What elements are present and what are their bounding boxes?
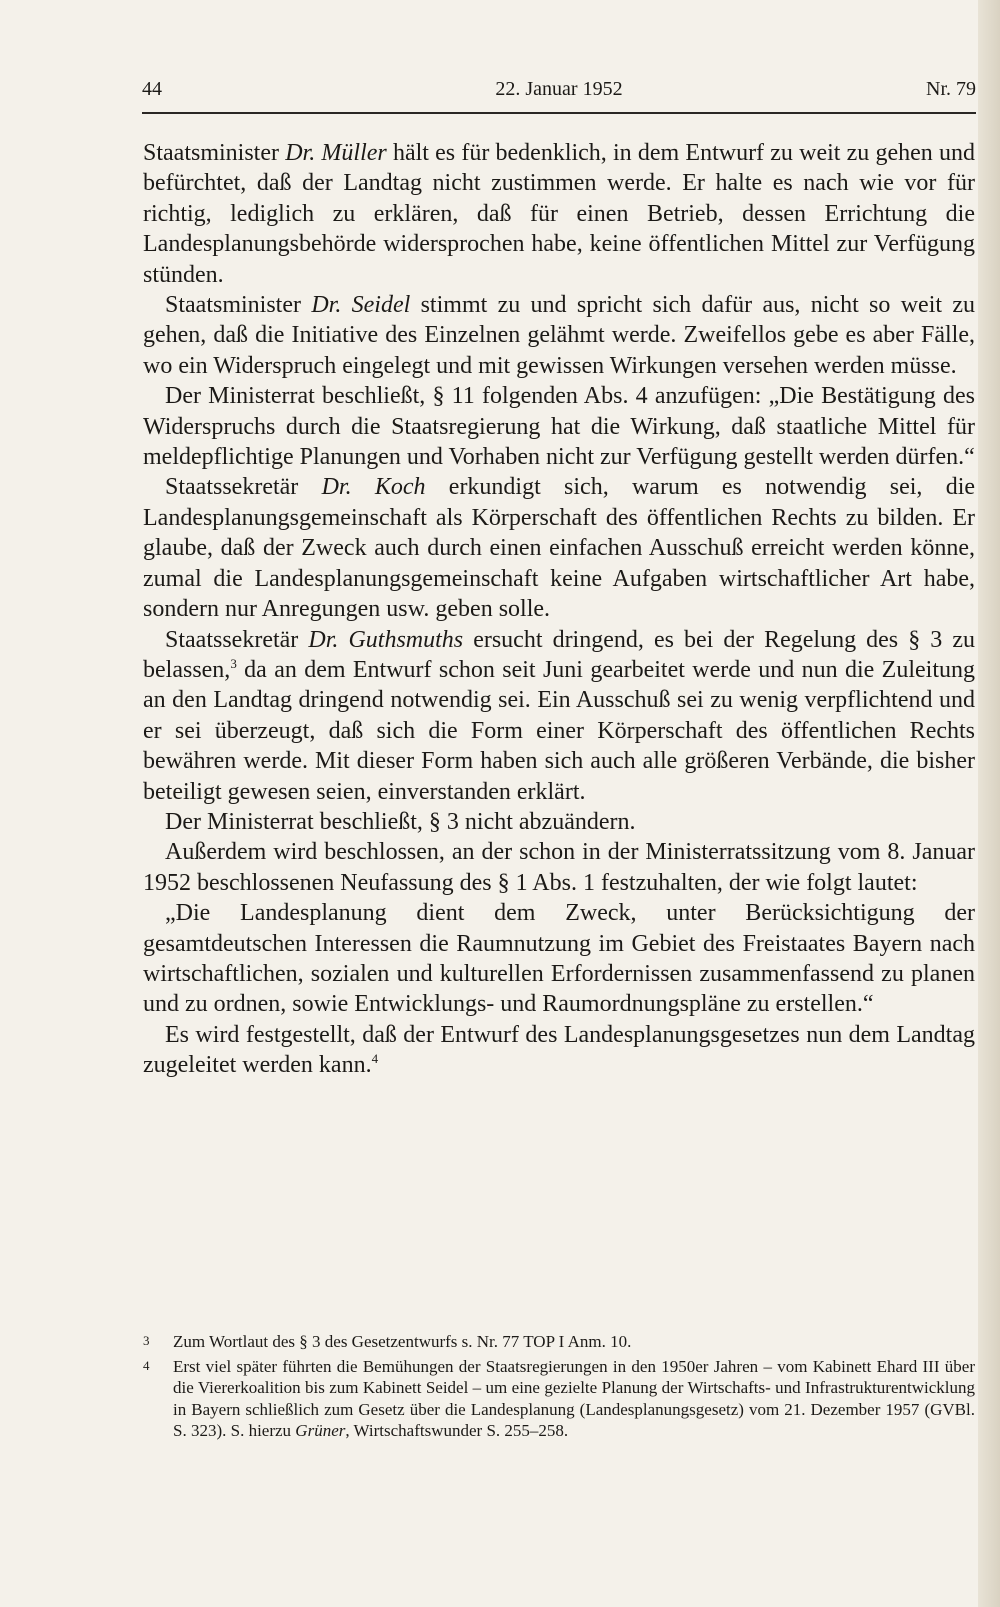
paragraph <box>143 898 975 1020</box>
paragraph <box>143 625 975 807</box>
text-run: Zum Wortlaut des § 3 des Gesetzentwurfs s. Nr. 77 TOP I Anm. 10. <box>173 1332 632 1351</box>
person-name: Dr. Seidel <box>311 292 411 319</box>
footnote-number: 4 <box>143 1357 150 1373</box>
text-run: , Wirtschaftswunder S. 255–258. <box>345 1421 569 1441</box>
text-run: stimmt zu und spricht sich dafür aus, nicht so weit zu gehen, daß die Initiative des Einzelnen gelähmt werde. Zweifellos gebe es aber Fälle, wo ein Widerspruch eingelegt und mit gewissen Wirkungen versehen werden müsse. <box>143 292 976 379</box>
footnote <box>143 1331 975 1353</box>
text-run: „Die Landesplanung dient dem Zweck, unter Berücksichtigung der gesamtdeutschen Interessen die Raumnutzung im Gebiet des Freistaates Bayern nach wirtschaftlichen, sozialen und kulturellen Erfordernissen zusammenfassend zu planen und zu ordnen, sowie Entwicklungs- und Raumordnungspläne zu erstellen.“ <box>143 900 975 1018</box>
footnote-reference: 3 <box>230 655 237 671</box>
text-run: Der Ministerrat beschließt, § 3 nicht abzuändern. <box>165 808 636 835</box>
text-run: erkundigt sich, warum es notwendig sei, die Landesplanungsgemeinschaft als Körperschaft des öffentlichen Rechts zu bilden. Er glaube, daß der Zweck auch durch einen einfachen Ausschuß erreicht werden könne, zumal die Landesplanungsgemeinschaft keine Aufgaben wirtschaftlicher Art habe, sondern nur Anregungen usw. geben solle. <box>143 474 976 623</box>
footnote-number: 3 <box>143 1333 150 1348</box>
person-name: Dr. Guthsmuths <box>308 626 464 653</box>
person-name: Dr. Koch <box>321 474 426 501</box>
paragraph <box>143 472 975 624</box>
body-text <box>143 138 975 1081</box>
text-run: Staatssekretär <box>165 626 309 653</box>
footnote-reference: 4 <box>371 1051 379 1067</box>
paragraph <box>143 290 975 381</box>
paragraph <box>143 381 975 472</box>
running-header <box>142 76 976 114</box>
paragraph <box>143 837 975 898</box>
paragraph <box>143 1020 975 1081</box>
paragraph <box>143 138 975 290</box>
text-run: Außerdem wird beschlossen, an der schon in der Ministerratssitzung vom 8. Januar 1952 beschlossenen Neufassung des § 1 Abs. 1 festzuhalten, der wie folgt lautet: <box>143 839 975 896</box>
text-run: Staatsminister <box>143 140 286 166</box>
document-number: Nr. 79 <box>926 78 976 100</box>
person-name: Dr. Müller <box>285 140 387 166</box>
paragraph <box>143 807 975 837</box>
header-date: 22. Januar 1952 <box>495 78 623 100</box>
text-run: Es wird festgestellt, daß der Entwurf des Landesplanungsgesetzes nun dem Landtag zugeleitet werden kann. <box>143 1021 975 1079</box>
text-run: ersucht dringend, es bei der Regelung des § 3 zu belassen, <box>143 626 976 683</box>
page-number: 44 <box>142 78 162 100</box>
text-run: Staatssekretär <box>165 474 322 501</box>
footnote <box>143 1356 975 1442</box>
person-name: Grüner <box>295 1421 346 1441</box>
footnotes <box>143 1331 975 1445</box>
text-run: hält es für bedenklich, in dem Entwurf zu weit zu gehen und befürchtet, daß der Landtag nicht zustimmen werde. Er halte es nach wie vor für richtig, lediglich zu erklären, daß für einen Betrieb, dessen Errichtung die Landesplanungsbehörde widersprochen habe, keine öffentlichen Mittel zur Verfügung stünden. <box>143 140 975 288</box>
page-edge <box>978 0 1000 1607</box>
text-run: Staatsminister <box>165 292 312 319</box>
text-run: Erst viel später führten die Bemühungen der Staatsregierungen in den 1950er Jahren – vom Kabinett Ehard III über die Viererkoalition bis zum Kabinett Seidel – um eine gezielte Planung der Wirtschafts- und Infrastrukturentwicklung in Bayern schließlich zum Gesetz über die Landesplanung (Landesplanungsgesetz) vom 21. Dezember 1957 (GVBl. S. 323). S. hierzu <box>173 1356 975 1441</box>
text-run: Der Ministerrat beschließt, § 11 folgenden Abs. 4 anzufügen: „Die Bestätigung des Widerspruchs durch die Staatsregierung hat die Wirkung, daß staatliche Mittel für meldepflichtige Planungen und Vorhaben nicht zur Verfügung gestellt werden dürfen.“ <box>143 383 975 471</box>
text-run: da an dem Entwurf schon seit Juni gearbeitet werde und nun die Zuleitung an den Landtag dringend notwendig sei. Ein Ausschuß sei zu wenig verpflichtend und er sei überzeugt, daß sich die Form einer Körperschaft des öffentlichen Rechts bewähren werde. Mit dieser Form haben sich auch alle größeren Verbände, die bisher beteiligt gewesen seien, einverstanden erklärt. <box>143 656 975 805</box>
